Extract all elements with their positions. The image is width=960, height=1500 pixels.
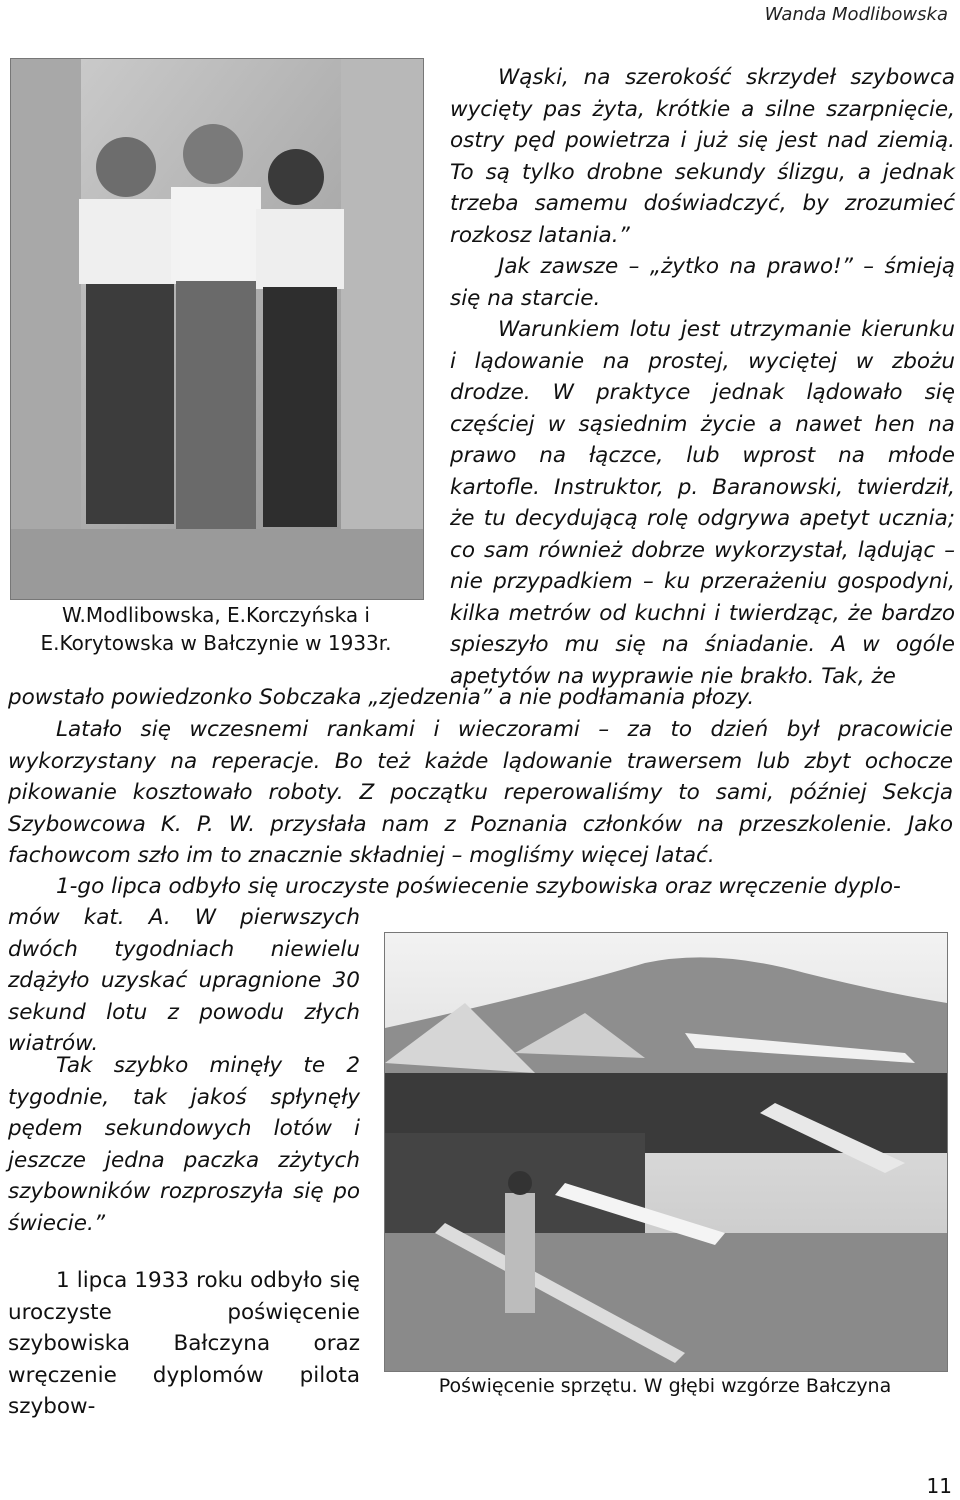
photo-glider-ceremony — [384, 932, 948, 1372]
paragraph-5a: 1-go lipca odbyło się uroczyste poświecenie szybowiska oraz wręczenie dyplo- — [56, 874, 901, 899]
paragraph-2: Jak zawsze – „żytko na prawo!” – śmieją się na starcie. — [450, 254, 955, 311]
running-header: Wanda Modlibowska — [764, 4, 948, 25]
paragraph-7: 1 lipca 1933 roku odbyło się uroczyste poświęcenie szybowiska Bałczyna oraz wręczenie dyplomów pilota szybow- — [8, 1268, 360, 1419]
page-number: 11 — [926, 1474, 952, 1498]
paragraph-5b: mów kat. A. W pierwszych dwóch tygodniach niewielu zdążyło uzyskać upragnione 30 sekund lotu z powodu złych wiatrów. — [8, 905, 360, 1056]
paragraph-3b: powstało powiedzonko Sobczaka „zjedzenia” a nie podłamania płozy. — [8, 685, 755, 710]
photo-caption-2: Poświęcenie sprzętu. W głębi wzgórze Bałczyna — [438, 1375, 892, 1397]
paragraph-1: Wąski, na szerokość skrzydeł szybowca wycięty pas żyta, krótkie a silne szarpnięcie, ostry pęd powietrza i już się jest nad ziemią. To są tylko drobne sekundy ślizgu, a jednak trzeba samemu doświadczyć, by zrozumieć rozkosz latania.” — [450, 65, 955, 248]
paragraph-6: Tak szybko minęły te 2 tygodnie, tak jakoś spłynęły pędem sekundowych lotów i jeszcze jedna paczka zżytych szybowników rozproszyła się po świecie.” — [8, 1053, 360, 1236]
paragraph-3a: Warunkiem lotu jest utrzymanie kierunku i lądowanie na prostej, wyciętej w zbożu drodze. W praktyce jednak lądowało się częściej w sąsiednim życie a nawet hen na prawo na łączce, lub wprost na młode kartofle. Instruktor, p. Baranowski, twierdził, że tu decydującą rolę odgrywa apetyt ucznia; co sam również dobrze wykorzystał, lądując – nie przypadkiem – ku przerażeniu gospodyni, kilka metrów od kuchni i twierdząc, że bardzo spieszyło mu się na śniadanie. A w ogóle apetytów na wyprawie nie brakło. Tak, że — [450, 317, 955, 689]
photo-caption-line2: E.Korytowska w Bałczynie w 1933r. — [40, 631, 392, 655]
paragraph-4: Latało się wczesnemi rankami i wieczorami – za to dzień był pracowicie wykorzystany na reperacje. Bo też każde lądowanie trawersem lub zbyt ochocze pikowanie kosztowało roboty. Z początku reperowaliśmy to sami, później Sekcja Szybowcowa K. P. W. przysłała nam z Poznania członków na przeszkolenie. Jako fachowcom szło im to znacznie składniej – mogliśmy więcej latać. — [8, 717, 953, 868]
photo-three-women — [10, 58, 424, 600]
photo-caption-line1: W.Modlibowska, E.Korczyńska i — [61, 603, 370, 627]
